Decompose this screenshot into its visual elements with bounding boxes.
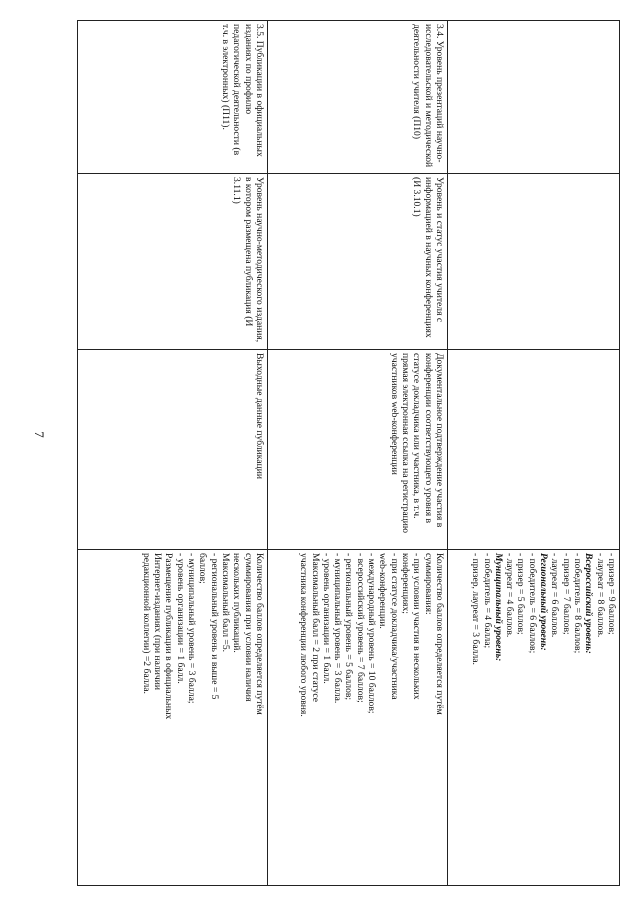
scoring-cell xyxy=(448,550,620,886)
scoring-line: - при статусе докладчика/участника xyxy=(388,553,400,700)
indicator-cell: Уровень и статус участия учителя с информацией в научных конференциях (И 3.10.1) xyxy=(268,174,448,350)
criteria-table xyxy=(77,20,620,886)
scoring-line: Количество баллов определяется путём xyxy=(254,553,265,715)
scoring-line: - всероссийский уровень = 7 баллов; xyxy=(354,553,366,703)
criterion-cell xyxy=(448,21,620,174)
table-row xyxy=(268,21,448,886)
scoring-level-heading: Всероссийский уровень: xyxy=(583,553,595,654)
scoring-line: - при условии участия в нескольких xyxy=(411,553,423,700)
scoring-line: - призер = 9 баллов; xyxy=(606,553,617,635)
scoring-line: - лауреат = 8 баллов. xyxy=(594,553,606,638)
scoring-line: - победитель = 8 баллов; xyxy=(572,553,584,654)
scoring-line: Максимальный балл = 2 при статусе xyxy=(309,553,321,702)
page-number: 7 xyxy=(31,431,47,438)
scoring-line: Количество баллов определяется путём xyxy=(434,553,445,715)
confirmation-cell xyxy=(448,350,620,550)
table-row xyxy=(448,21,620,886)
scoring-line: конференциях; xyxy=(400,553,412,614)
scoring-line: суммирования при условии наличия xyxy=(242,553,254,702)
scoring-line: участника конференции любого уровня. xyxy=(298,553,310,717)
scoring-line: - муниципальный уровень = 3 балла. xyxy=(332,553,344,704)
indicator-cell xyxy=(448,174,620,350)
scoring-line: Размещение публикации в официальных xyxy=(163,553,175,720)
confirmation-cell: Документальное подтверждение участия в конференции соответствующего уровня в статусе докладчика или участника, в т.ч. прямая электронная ссылка на регистрацию участников web-конференции xyxy=(268,350,448,550)
scoring-line: баллов; xyxy=(197,553,209,584)
scoring-line: - призер = 5 баллов; xyxy=(515,553,527,635)
indicator-cell: Уровень научно-методического издания, в котором размещена публикация (И 3.11.1) xyxy=(78,174,268,350)
scoring-line: - региональный уровень = 5 баллов; xyxy=(343,553,355,701)
scoring-level-heading: Муниципальный уровень: xyxy=(492,553,504,662)
scoring-line: - лауреат = 4 баллов. xyxy=(504,553,516,638)
scoring-line: Интернет-изданиях (при наличии xyxy=(152,553,164,691)
scoring-line: - победитель = 6 баллов; xyxy=(526,553,538,654)
scoring-line: суммирования: xyxy=(422,553,434,615)
table-row xyxy=(78,21,268,886)
scoring-line: - победитель = 4 балла; xyxy=(481,553,493,649)
scoring-line: - призер = 7 баллов; xyxy=(560,553,572,635)
scoring-line: - уровень организации = 1 балл. xyxy=(174,553,186,684)
criterion-cell: 3.4. Уровень презентаций научно-исследовательской и методической деятельности учителя (П10) xyxy=(268,21,448,174)
confirmation-cell: Выходные данные публикации xyxy=(78,350,268,550)
scoring-line: - уровень организации = 1 балл. xyxy=(320,553,332,684)
scoring-level-heading: Региональный уровень: xyxy=(538,553,550,651)
scoring-line: - лауреат = 6 баллов. xyxy=(549,553,561,638)
scoring-cell xyxy=(78,550,268,886)
scoring-line: web-конференции. xyxy=(377,553,389,629)
scoring-line: - региональный уровень и выше = 5 xyxy=(208,553,220,700)
scoring-line: - призер, лауреат = 3 балла. xyxy=(470,553,482,665)
scoring-line: редакционной коллегии) =2 балла. xyxy=(140,553,152,694)
scoring-line: - муниципальный уровень = 3 балла; xyxy=(186,553,198,704)
criterion-cell: 3.5. Публикации в официальных изданиях по профилю педагогической деятельности (в т.ч. в электронных) (П11). xyxy=(78,21,268,174)
scoring-cell xyxy=(268,550,448,886)
scoring-line: Максимальный балл =5. xyxy=(220,553,232,653)
document-sheet xyxy=(78,20,620,885)
scoring-line: нескольких публикаций. xyxy=(231,553,243,653)
scoring-line: - международный уровень = 10 баллов; xyxy=(366,553,378,714)
